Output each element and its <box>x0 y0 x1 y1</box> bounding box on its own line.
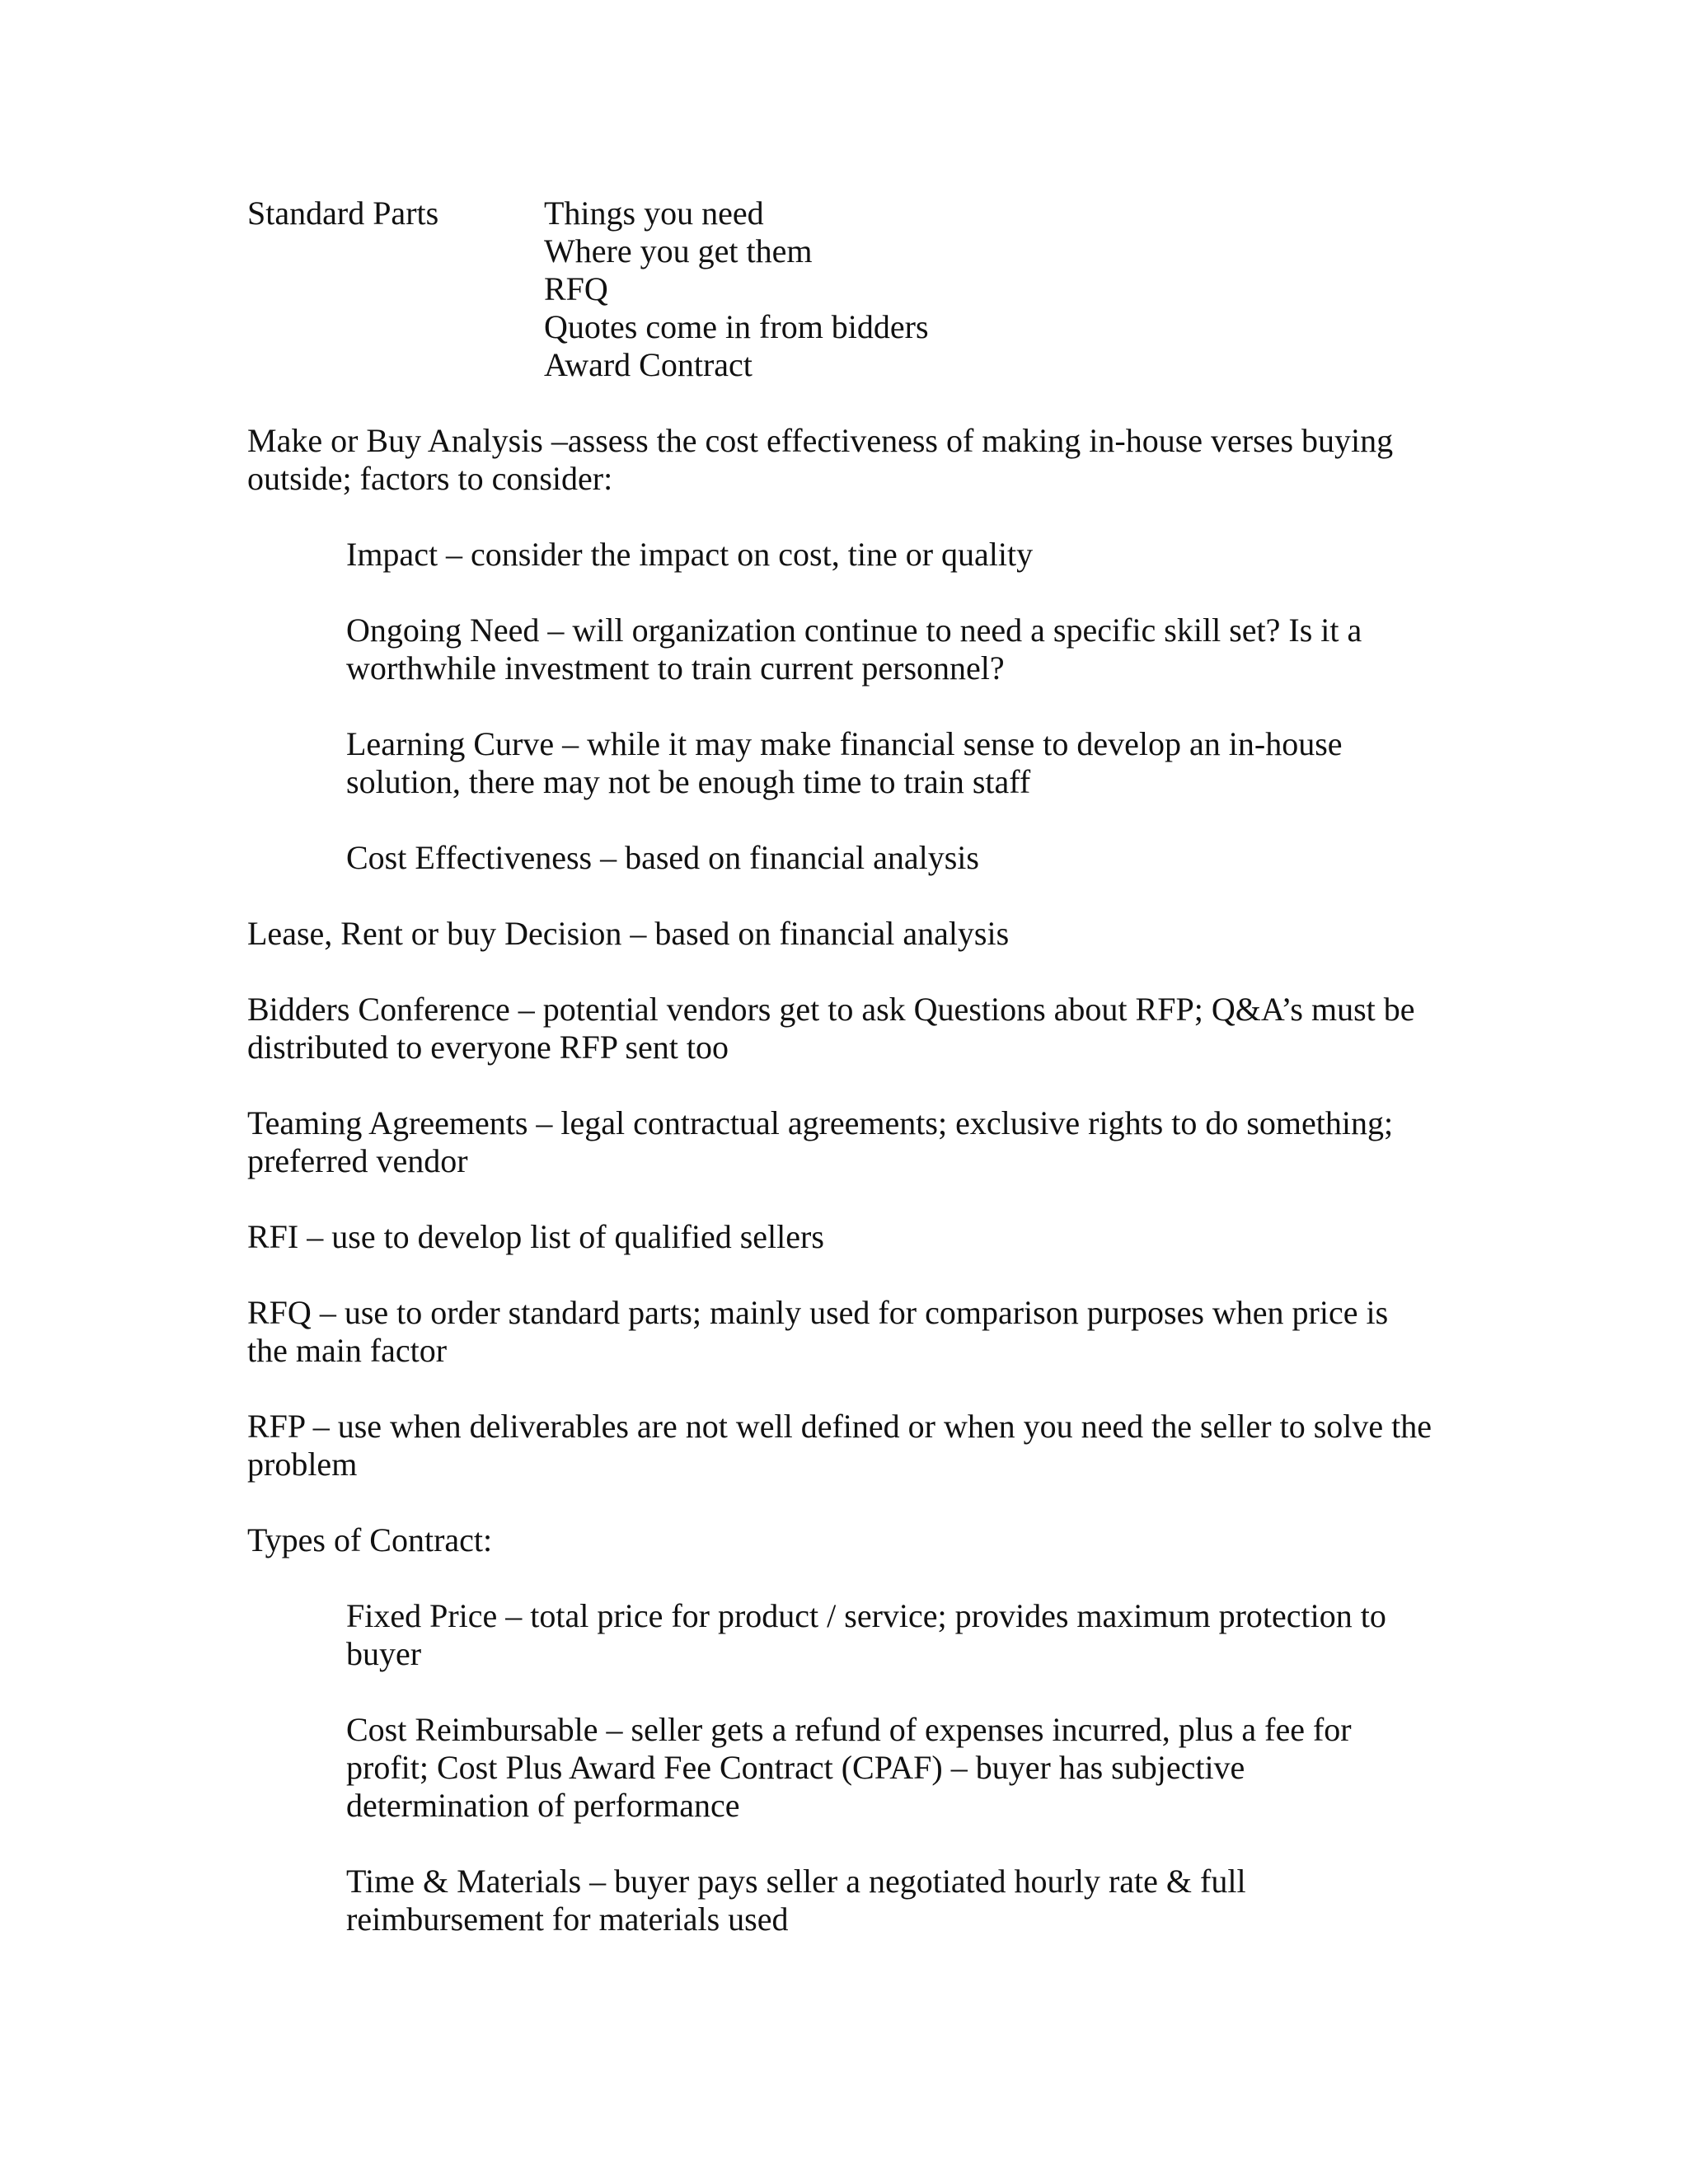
make-or-buy-line: outside; factors to consider: <box>247 460 613 497</box>
section-line: RFP – use when deliverables are not well defined or when you need the seller to solve the <box>247 1408 1432 1445</box>
make-or-buy-line: Make or Buy Analysis –assess the cost effectiveness of making in-house verses buying <box>247 422 1394 459</box>
factor-impact <box>247 536 1434 574</box>
factor-line: solution, there may not be enough time to train staff <box>346 763 1031 800</box>
section-line: Bidders Conference – potential vendors get to ask Questions about RFP; Q&A’s must be <box>247 991 1415 1028</box>
section-line: Teaming Agreements – legal contractual agreements; exclusive rights to do something; <box>247 1104 1394 1141</box>
standard-parts-block <box>247 194 1434 384</box>
contract-line: reimbursement for materials used <box>346 1900 789 1938</box>
factor-line: Learning Curve – while it may make financial sense to develop an in-house <box>346 725 1343 762</box>
section-line: RFQ – use to order standard parts; mainly used for comparison purposes when price is <box>247 1294 1389 1331</box>
contract-line: profit; Cost Plus Award Fee Contract (CPAF) – buyer has subjective <box>346 1749 1245 1786</box>
section-line: RFI – use to develop list of qualified sellers <box>247 1218 824 1255</box>
contract-line: buyer <box>346 1635 422 1672</box>
contract-line: Fixed Price – total price for product / service; provides maximum protection to <box>346 1597 1386 1634</box>
standard-parts-item: Where you get them <box>544 232 813 269</box>
contract-line: Time & Materials – buyer pays seller a negotiated hourly rate & full <box>346 1863 1246 1900</box>
standard-parts-item: Award Contract <box>544 346 753 383</box>
section-lease-rent-buy <box>247 915 1434 953</box>
section-teaming-agreements <box>247 1104 1434 1180</box>
section-rfq <box>247 1294 1434 1370</box>
factor-ongoing-need <box>247 612 1434 687</box>
contract-line: determination of performance <box>346 1787 740 1824</box>
contract-line: Cost Reimbursable – seller gets a refund of expenses incurred, plus a fee for <box>346 1711 1352 1748</box>
standard-parts-label: Standard Parts <box>247 194 439 232</box>
factor-line: worthwhile investment to train current personnel? <box>346 649 1005 687</box>
standard-parts-list <box>544 194 929 384</box>
document-body <box>247 194 1434 1938</box>
section-line: problem <box>247 1446 358 1483</box>
factor-line: Ongoing Need – will organization continue to need a specific skill set? Is it a <box>346 612 1362 649</box>
make-or-buy-paragraph <box>247 422 1434 498</box>
factor-cost-effectiveness <box>247 839 1434 877</box>
standard-parts-item: Things you need <box>544 194 764 232</box>
factor-learning-curve <box>247 725 1434 801</box>
section-bidders-conference <box>247 991 1434 1066</box>
contract-types-heading-text: Types of Contract: <box>247 1521 493 1558</box>
factor-line: Cost Effectiveness – based on financial analysis <box>346 839 979 876</box>
standard-parts-item: RFQ <box>544 270 608 307</box>
section-line: Lease, Rent or buy Decision – based on financial analysis <box>247 915 1010 952</box>
contract-cost-reimbursable <box>247 1711 1434 1825</box>
contract-fixed-price <box>247 1597 1434 1673</box>
section-line: distributed to everyone RFP sent too <box>247 1029 729 1066</box>
section-line: the main factor <box>247 1332 448 1369</box>
section-line: preferred vendor <box>247 1142 468 1179</box>
standard-parts-item: Quotes come in from bidders <box>544 308 929 345</box>
factor-line: Impact – consider the impact on cost, tine or quality <box>346 536 1034 573</box>
contract-time-materials <box>247 1863 1434 1938</box>
contract-types-heading <box>247 1521 1434 1559</box>
section-rfp <box>247 1408 1434 1483</box>
section-rfi <box>247 1218 1434 1256</box>
